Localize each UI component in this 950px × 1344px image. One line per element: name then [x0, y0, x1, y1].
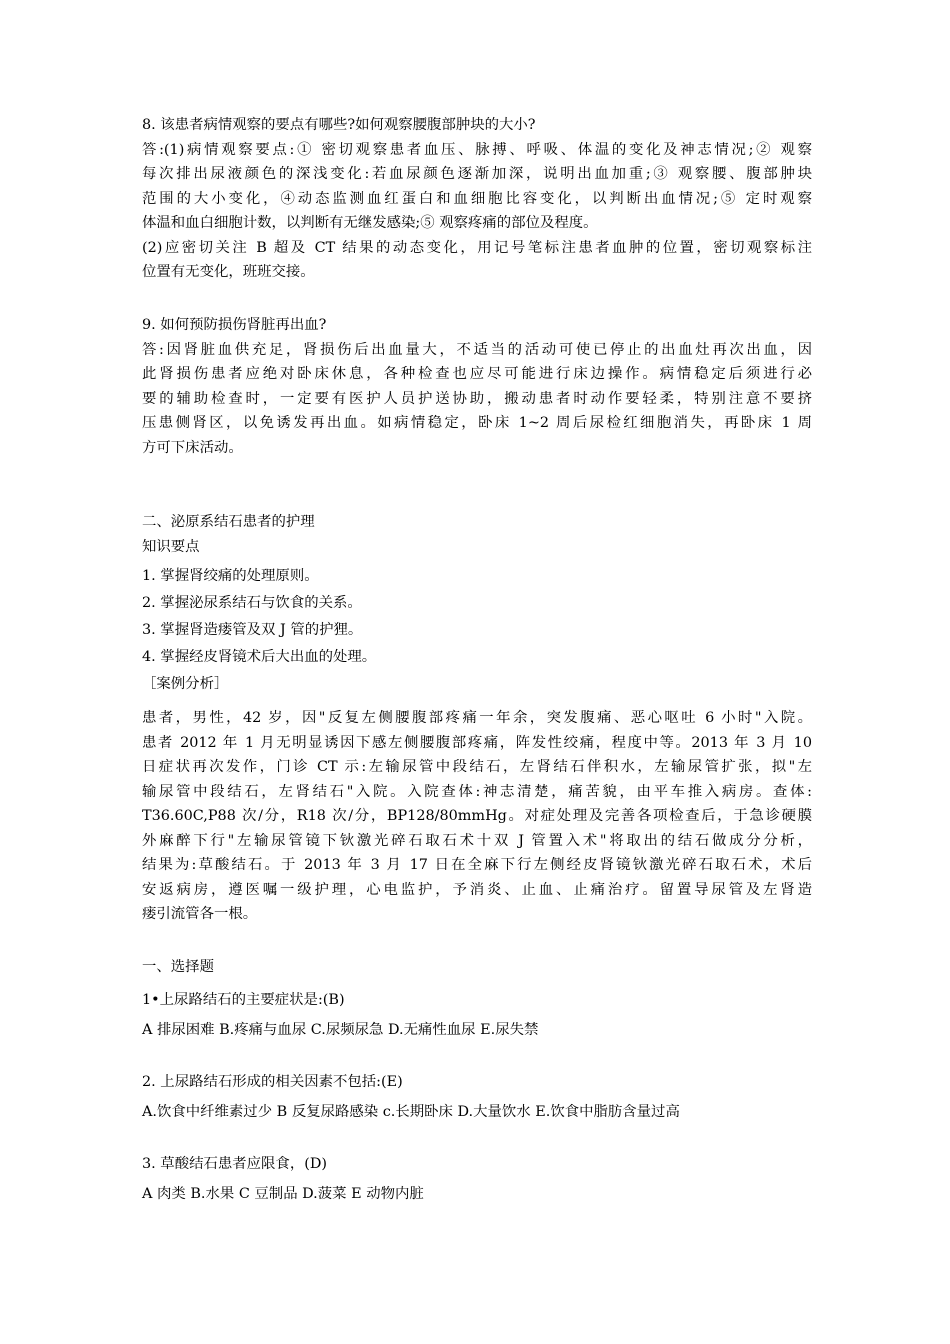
case-line: T36.60C,P88 次/分，R18 次/分，BP128/80mmHg。对症处理及完善各项检查后，于急诊硬膜 — [142, 808, 812, 824]
question-9-answer-line: 要的辅助检查时，一定要有医护人员护送协助，搬动患者时动作要轻柔，特别注意不要挤 — [142, 390, 812, 407]
section-heading: 二、泌原系结石患者的护理 — [142, 514, 315, 530]
case-line: 安返病房，遵医嘱一级护理，心电监护，予消炎、止血、止痛治疗。留置导尿管及左肾造 — [142, 881, 812, 898]
question-9 — [142, 313, 812, 460]
question-8-answer-line: 体温和血白细胞计数，以判断有无继发感染;⑤ 观察疼痛的部位及程度。 — [142, 215, 598, 231]
case-label: ［案例分析］ — [142, 676, 229, 692]
knowledge-point: 2. 掌握泌尿系结石与饮食的关系。 — [142, 595, 362, 611]
question-8-title: 8. 该患者病情观察的要点有哪些?如何观察腰腹部肿块的大小? — [142, 117, 536, 133]
section-2 — [142, 510, 812, 559]
knowledge-point: 1. 掌握肾绞痛的处理原则。 — [142, 568, 319, 584]
choice-question-3 — [142, 1149, 812, 1209]
knowledge-title: 知识要点 — [142, 538, 200, 555]
choice-question-options: A.饮食中纤维素过少 B 反复尿路感染 c.长期卧床 D.大量饮水 E.饮食中脂肪含量过高 — [142, 1104, 680, 1120]
choice-question-1 — [142, 985, 812, 1045]
case-analysis — [142, 706, 812, 927]
case-line: 输尿管中段结石，左肾结石"入院。入院查体:神志清楚，痛苦貌，由平车推入病房。查体: — [142, 783, 812, 800]
choice-question-2 — [142, 1067, 812, 1127]
question-9-answer-line: 压患侧肾区，以免诱发再出血。如病情稳定，卧床 1~2 周后尿检红细胞消失，再卧床 1 周 — [142, 415, 812, 431]
question-9-title: 9. 如何预防损伤肾脏再出血? — [142, 317, 327, 333]
question-9-answer-line: 方可下床活动。 — [142, 439, 243, 456]
choice-question-text: 3. 草酸结石患者应限食，(D) — [142, 1156, 327, 1172]
question-8-answer-line: 位置有无变化，班班交接。 — [142, 264, 315, 280]
knowledge-point: 4. 掌握经皮肾镜术后大出血的处理。 — [142, 649, 377, 665]
choice-question-options: A 肉类 B.水果 C 豆制品 D.菠菜 E 动物内脏 — [142, 1186, 424, 1202]
question-8-answer-line: 答:(1)病情观察要点:① 密切观察患者血压、脉搏、呼吸、体温的变化及神志情况;② 观察 — [142, 141, 812, 158]
case-line: 瘘引流管各一根。 — [142, 906, 258, 922]
question-9-answer-line: 此肾损伤患者应绝对卧床休息，各种检查也应尽可能进行床边操作。病情稳定后须进行必 — [142, 366, 812, 382]
question-8-answer-line: (2)应密切关注 B 超及 CT 结果的动态变化，用记号笔标注患者血肿的位置，密切观察标注 — [142, 239, 812, 256]
knowledge-point: 3. 掌握肾造瘘管及双 J 管的护狸。 — [142, 622, 363, 638]
case-line: 患者 2012 年 1 月无明显诱因下感左侧腰腹部疼痛，阵发性绞痛，程度中等。2013 年 3 月 10 — [142, 734, 812, 751]
choice-question-options: A 排尿困难 B.疼痛与血尿 C.尿频尿急 D.无痛性血尿 E.尿失禁 — [142, 1022, 539, 1038]
choice-section-heading: 一、选择题 — [142, 959, 214, 975]
case-line: 日症状再次发作，门诊 CT 示:左输尿管中段结石，左肾结石伴积水，左输尿管扩张，拟"左 — [142, 759, 812, 775]
choice-heading — [142, 955, 812, 980]
case-line: 患者，男性，42 岁，因"反复左侧腰腹部疼痛一年余，突发腹痛、恶心呕吐 6 小时"入院。 — [142, 710, 812, 726]
question-8 — [142, 113, 812, 285]
choice-question-text: 1•上尿路结石的主要症状是:(B) — [142, 992, 345, 1008]
case-line: 结果为:草酸结石。于 2013 年 3 月 17 日在全麻下行左侧经皮肾镜钬激光碎石取石术，术后 — [142, 857, 812, 873]
question-9-answer-line: 答:因肾脏血供充足，肾损伤后出血量大，不适当的活动可使已停止的出血灶再次出血，因 — [142, 341, 812, 358]
question-8-answer-line: 范围的大小变化，④动态监测血红蛋白和血细胞比容变化，以判断出血情况;⑤ 定时观察 — [142, 190, 812, 207]
knowledge-points — [142, 563, 812, 698]
case-line: 外麻醉下行"左输尿管镜下钬激光碎石取石术十双 J 管置入术"将取出的结石做成分分析， — [142, 832, 812, 849]
question-8-answer-line: 每次排出尿液颜色的深浅变化:若血尿颜色逐渐加深，说明出血加重;③ 观察腰、腹部肿块 — [142, 166, 812, 182]
choice-question-text: 2. 上尿路结石形成的相关因素不包括:(E) — [142, 1074, 403, 1090]
